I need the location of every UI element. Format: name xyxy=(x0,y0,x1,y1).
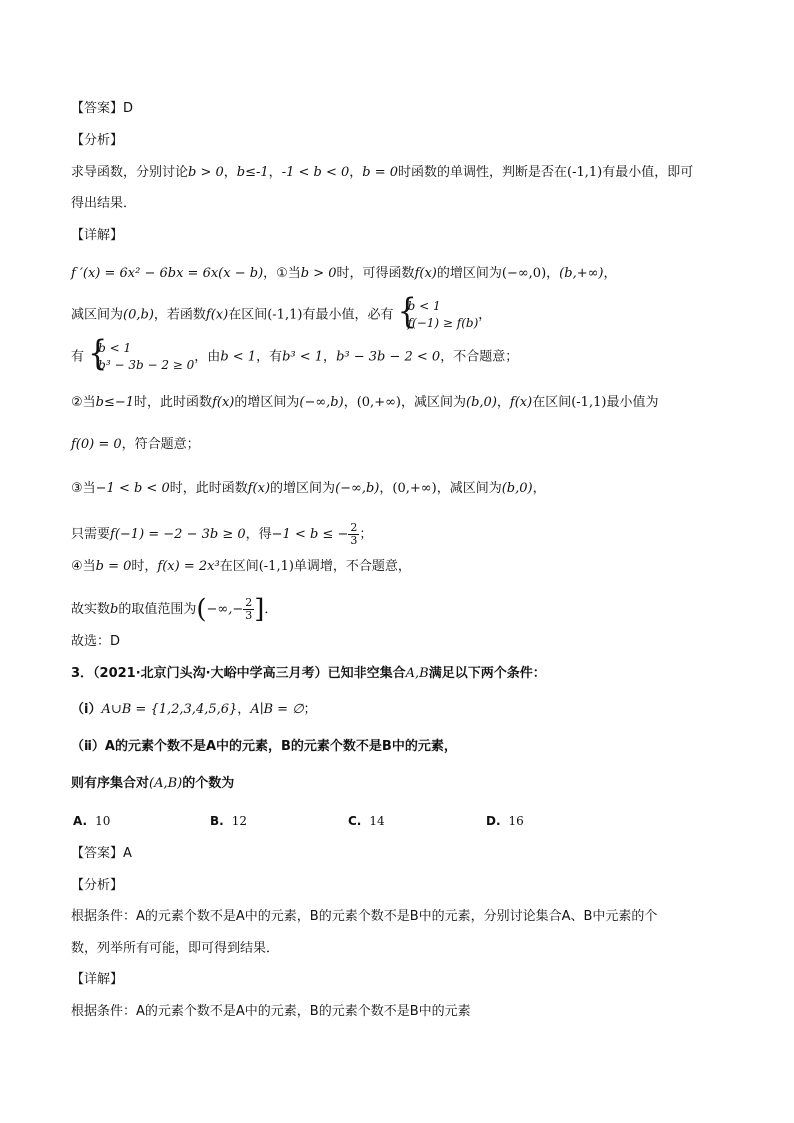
detail-line3: 有 { b < 1 b³ − 3b − 2 ≥ 0 ，由b < 1，有b³ < 1，b³ − 3b − 2 < 0，不合题意； xyxy=(71,334,519,375)
analysis-paragraph-line2: 得出结果． xyxy=(71,196,137,211)
detail-line1: f ′(x) = 6x² − 6bx = 6x(x − b)，①当b > 0时，可得函数f(x)的增区间为(−∞,0)，(b,+∞)， xyxy=(71,266,617,281)
q3-analysis-line2: 数，列举所有可能，即可得到结果． xyxy=(71,941,280,956)
detail-line6: ③当−1 < b < 0时，此时函数f(x)的增区间为(−∞,b)，(0,+∞)，减区间为(b,0)， xyxy=(71,481,546,496)
detail-line2: 减区间为(0,b)，若函数f(x)在区间(-1,1)有最小值，必有 { b < 1 f(−1) ≥ f(b) ， xyxy=(71,292,492,333)
fraction-two-thirds: $\frac{2}{3}$ xyxy=(350,521,358,547)
option-a[interactable]: A. 10 xyxy=(73,814,111,828)
q3-analysis-line1: 根据条件：A的元素个数不是A中的元素，B的元素个数不是B中的元素，分别讨论集合A、B中元素的个 xyxy=(71,909,658,924)
option-b[interactable]: B. 12 xyxy=(210,814,247,828)
q3-detail-heading: 【详解】 xyxy=(71,972,124,987)
fraction-two-thirds-range: $\frac{2}{3}$ xyxy=(245,596,253,622)
detail-line7: 只需要f(−1) = −2 − 3b ≥ 0，得−1 < b ≤ − $\frac{2}{3}$ ； xyxy=(71,521,373,547)
detail-line5: f(0) = 0，符合题意； xyxy=(71,437,200,452)
question-3-condition-2: （ⅱ）A的元素个数不是A中的元素，B的元素个数不是B中的元素， xyxy=(71,739,457,754)
analysis-paragraph-line1: 求导函数，分别讨论b > 0，b≤-1，-1 < b < 0，b = 0时函数的单调性，判断是否在(-1,1)有最小值，即可 xyxy=(71,165,694,180)
detail-line4: ②当b≤−1时，此时函数f(x)的增区间为(−∞,b)，(0,+∞)，减区间为(b,0)，f(x)在区间(-1,1)最小值为 xyxy=(71,395,659,410)
condition-system-2: { b < 1 b³ − 3b − 2 ≥ 0 xyxy=(88,334,195,375)
q3-detail-line1: 根据条件：A的元素个数不是A中的元素，B的元素个数不是B中的元素 xyxy=(71,1004,471,1019)
option-c[interactable]: C. 14 xyxy=(348,814,385,828)
detail-heading: 【详解】 xyxy=(71,228,124,243)
option-d[interactable]: D. 16 xyxy=(486,814,524,828)
choice-line: 故选：D xyxy=(71,634,121,649)
condition-system-1: { b < 1 f(−1) ≥ f(b) xyxy=(397,292,479,333)
detail-line8: ④当b = 0时，f(x) = 2x³在区间(-1,1)单调增，不合题意， xyxy=(71,559,411,574)
q3-analysis-heading: 【分析】 xyxy=(71,878,124,893)
question-3-ask: 则有序集合对(A,B)的个数为 xyxy=(71,776,235,791)
detail-line9: 故实数b的取值范围为(−∞,− $\frac{2}{3}$ ]． xyxy=(71,594,278,625)
q3-answer-line: 【答案】A xyxy=(71,846,132,861)
answer-line: 【答案】D xyxy=(71,101,134,116)
question-3-stem: 3．（2021·北京门头沟·大峪中学高三月考）已知非空集合A,B满足以下两个条件： xyxy=(71,666,546,681)
question-3-condition-1: （ⅰ）A∪B = {1,2,3,4,5,6}，A∣B = ∅； xyxy=(71,702,317,717)
analysis-heading: 【分析】 xyxy=(71,133,124,148)
